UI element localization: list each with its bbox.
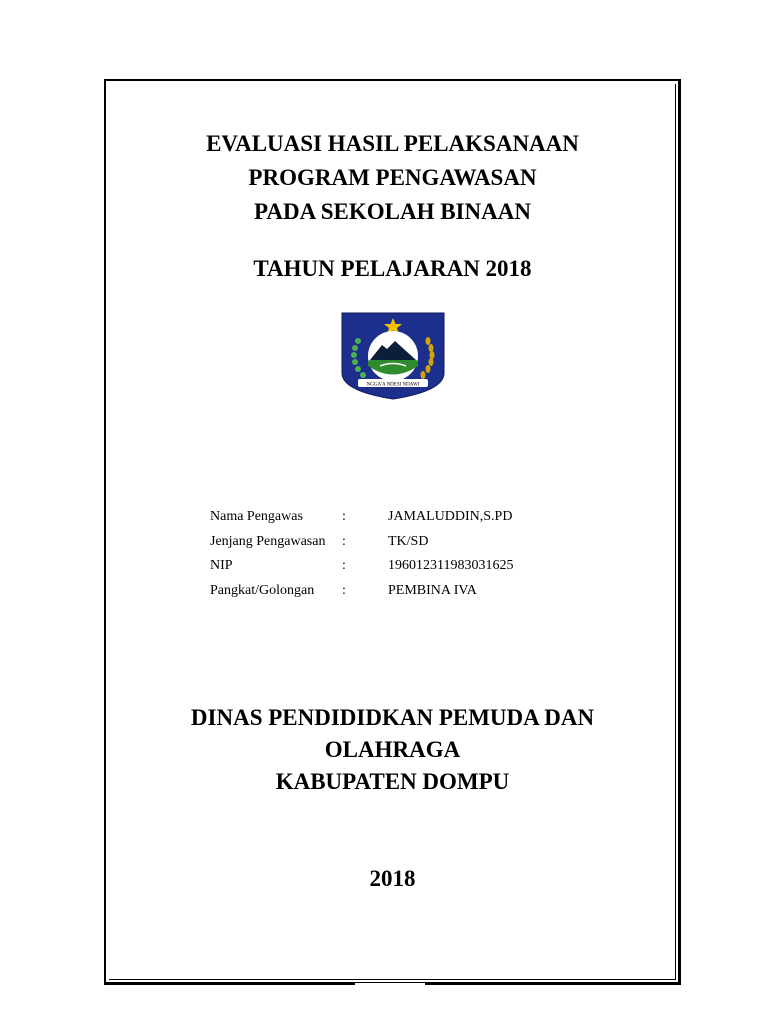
info-colon: : bbox=[342, 509, 346, 524]
info-colon: : bbox=[342, 533, 346, 549]
info-value: PEMBINA IVA bbox=[388, 582, 477, 598]
agency-name bbox=[104, 702, 681, 798]
document-title bbox=[104, 127, 681, 229]
border-gap bbox=[355, 983, 425, 987]
academic-year: TAHUN PELAJARAN 2018 bbox=[253, 256, 532, 281]
kabupaten-dompu-emblem-icon bbox=[340, 311, 446, 401]
info-value: JAMALUDDIN,S.PD bbox=[388, 509, 513, 524]
logo-motto: NGGA'A NDESI NDAWI bbox=[366, 382, 420, 388]
title-line-2: PROGRAM PENGAWASAN bbox=[248, 165, 537, 190]
title-line-1: EVALUASI HASIL PELAKSANAAN bbox=[206, 131, 579, 156]
info-label: Pangkat/Golongan bbox=[210, 582, 315, 598]
agency-line-3: KABUPATEN DOMPU bbox=[275, 769, 510, 794]
info-colon: : bbox=[342, 558, 346, 573]
agency-line-2: OLAHRAGA bbox=[324, 737, 461, 762]
info-colon: : bbox=[342, 582, 346, 598]
info-label: NIP bbox=[210, 558, 233, 573]
info-value: 196012311983031625 bbox=[388, 558, 514, 573]
footer-year: 2018 bbox=[369, 866, 416, 891]
title-line-3: PADA SEKOLAH BINAAN bbox=[254, 199, 531, 224]
info-label: Jenjang Pengawasan bbox=[210, 533, 326, 549]
info-label: Nama Pengawas bbox=[210, 509, 303, 524]
agency-line-1: DINAS PENDIDIDKAN PEMUDA DAN bbox=[190, 705, 595, 730]
info-value: TK/SD bbox=[388, 533, 429, 549]
